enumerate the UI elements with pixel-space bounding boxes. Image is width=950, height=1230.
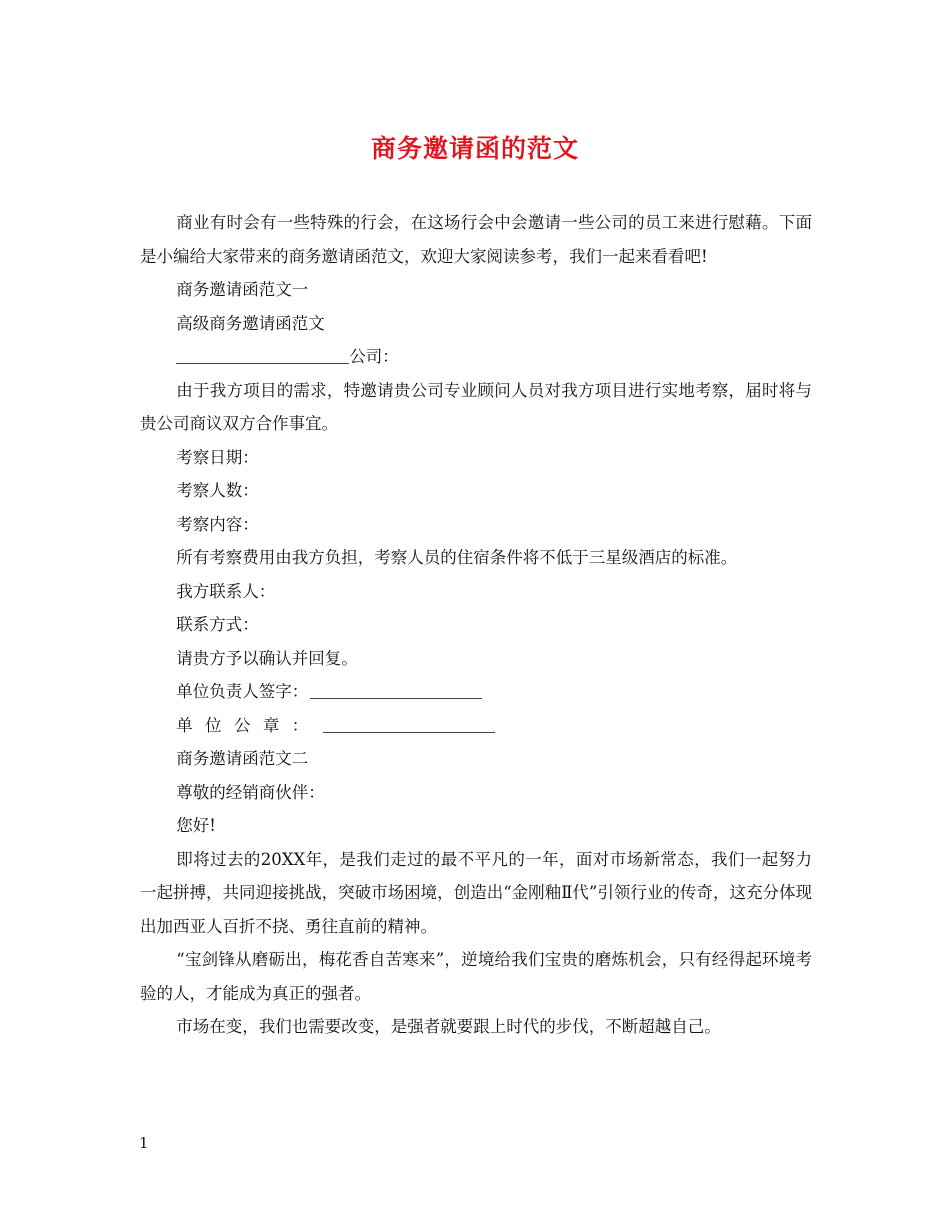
company-addressee-line <box>140 340 812 374</box>
page-number: 1 <box>139 1134 149 1152</box>
inspection-headcount-line: 考察人数： <box>176 481 259 500</box>
salutation-line: 尊敬的经销商伙伴： <box>176 782 325 802</box>
inspection-content-line: 考察内容： <box>176 514 259 534</box>
document-body <box>140 206 812 1044</box>
official-seal-line <box>140 709 812 743</box>
signature-line <box>140 675 812 709</box>
official-seal-blank <box>323 715 495 733</box>
year-review-paragraph: 即将过去的20XX年，是我们走过的最不平凡的一年，面对市场新常态，我们一起努力一起拼搏，共同迎接挑战，突破市场困境，创造出“金刚釉Ⅱ代”引领行业的传奇，这充分体现出加西亚人百折不挠、勇往直前的精神。 <box>140 849 812 936</box>
contact-method-line: 联系方式： <box>176 615 259 634</box>
proverb-paragraph: “宝剑锋从磨砺出，梅花香自苦寒来”，逆境给我们宝贵的磨炼机会，只有经得起环境考验的人，才能成为真正的强者。 <box>140 950 812 1003</box>
expenses-paragraph: 所有考察费用由我方负担，考察人员的住宿条件将不低于三星级酒店的标准。 <box>176 548 738 567</box>
company-name-blank <box>176 347 349 365</box>
document-title: 商务邀请函的范文 <box>370 134 579 163</box>
sample-two-heading: 商务邀请函范文二 <box>176 749 309 768</box>
inspection-date-line: 考察日期： <box>176 447 259 467</box>
contact-person-line: 我方联系人： <box>176 581 276 601</box>
intro-paragraph: 商业有时会有一些特殊的行会，在这场行会中会邀请一些公司的员工来进行慰藉。下面是小编给大家带来的商务邀请函范文，欢迎大家阅读参考，我们一起来看看吧! <box>140 213 812 266</box>
signature-label: 单位负责人签字： <box>176 682 309 701</box>
sample-one-heading: 商务邀请函范文一 <box>176 280 309 299</box>
confirm-reply-line: 请贵方予以确认并回复。 <box>176 648 358 668</box>
market-change-paragraph: 市场在变，我们也需要改变，是强者就要跟上时代的步伐，不断超越自己。 <box>176 1017 721 1036</box>
signature-blank <box>310 682 482 700</box>
greeting-line: 您好! <box>176 816 216 835</box>
official-seal-label: 单位公章： <box>176 715 321 735</box>
sample-one-subtitle: 高级商务邀请函范文 <box>176 313 325 333</box>
company-label: 公司： <box>349 347 399 366</box>
invitation-paragraph: 由于我方项目的需求，特邀请贵公司专业顾问人员对我方项目进行实地考察，届时将与贵公司商议双方合作事宜。 <box>140 380 812 433</box>
